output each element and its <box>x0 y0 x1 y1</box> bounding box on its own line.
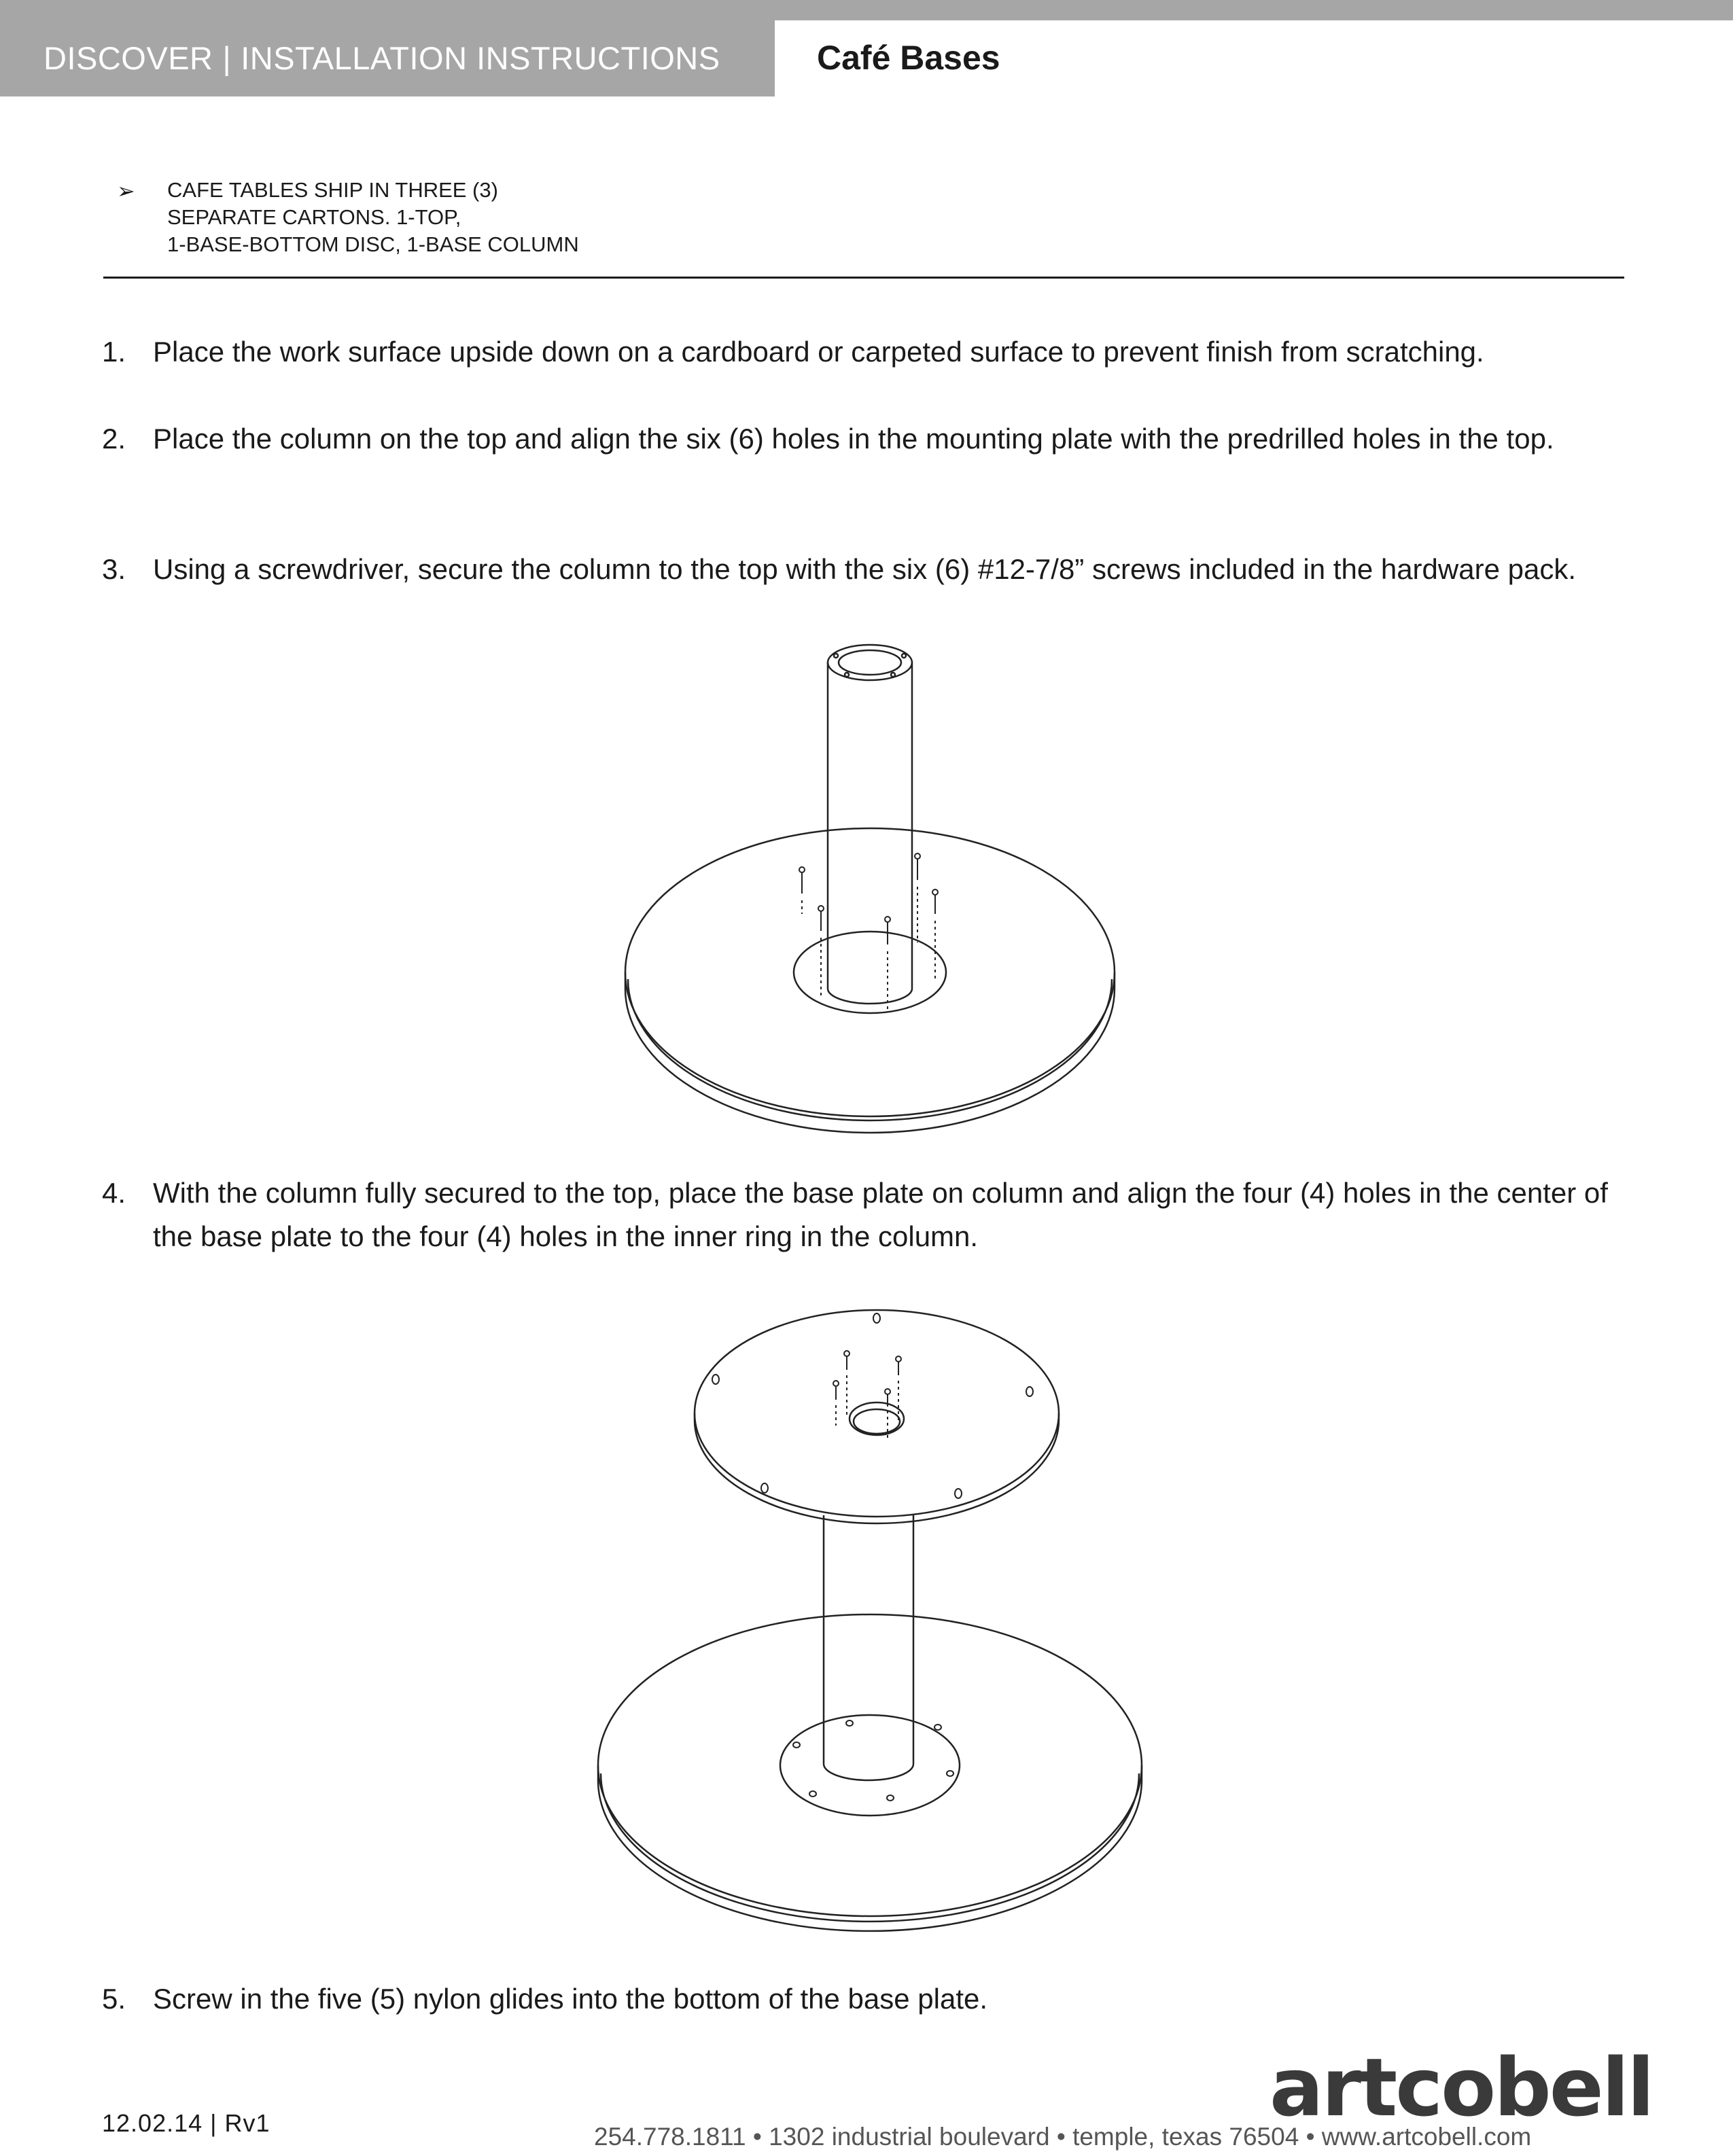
company-contact: 254.778.1811 • 1302 industrial boulevard • temple, texas 76504 • www.artcobell.com <box>594 2123 1532 2151</box>
step-text: Screw in the five (5) nylon glides into the bottom of the base plate. <box>153 1983 988 2015</box>
note-line: CAFE TABLES SHIP IN THREE (3) <box>167 178 498 202</box>
step-number: 1. <box>102 336 126 368</box>
page-title: Café Bases <box>817 39 1000 77</box>
step-1 <box>102 330 1624 374</box>
revision-date: 12.02.14 | Rv1 <box>102 2109 270 2137</box>
step-text: Place the work surface upside down on a cardboard or carpeted surface to prevent finish from scratching. <box>153 336 1484 368</box>
header-top-strip <box>0 0 1733 20</box>
column-mounting-illustration <box>612 635 1128 1138</box>
step-text: With the column fully secured to the top, place the base plate on column and align the four (4) holes in the center of the base plate to the four (4) holes in the inner ring in the column. <box>153 1177 1608 1252</box>
step-number: 3. <box>102 553 126 585</box>
note-line: 1-BASE-BOTTOM DISC, 1-BASE COLUMN <box>167 232 579 256</box>
step-text: Using a screwdriver, secure the column to the top with the six (6) #12-7/8” screws included in the hardware pack. <box>153 553 1576 585</box>
header-section: INSTALLATION INSTRUCTIONS <box>241 40 720 76</box>
step-3 <box>102 548 1624 591</box>
step-text: Place the column on the top and align the six (6) holes in the mounting plate with the predrilled holes in the top. <box>153 423 1554 455</box>
header-brand: DISCOVER <box>43 40 213 76</box>
note-line: SEPARATE CARTONS. 1-TOP, <box>167 205 461 229</box>
header-bar <box>0 20 775 96</box>
divider <box>103 277 1624 279</box>
header-separator: | <box>222 40 232 76</box>
step-5 <box>102 1977 1624 2021</box>
step-2 <box>102 417 1624 461</box>
artcobell-logo: artcobell <box>1270 2040 1653 2134</box>
step-4 <box>102 1171 1624 1258</box>
step-number: 5. <box>102 1983 126 2015</box>
step-number: 2. <box>102 423 126 455</box>
step-number: 4. <box>102 1177 126 1209</box>
base-plate-illustration <box>591 1305 1149 1943</box>
arrow-bullet-icon: ➢ <box>117 179 135 203</box>
